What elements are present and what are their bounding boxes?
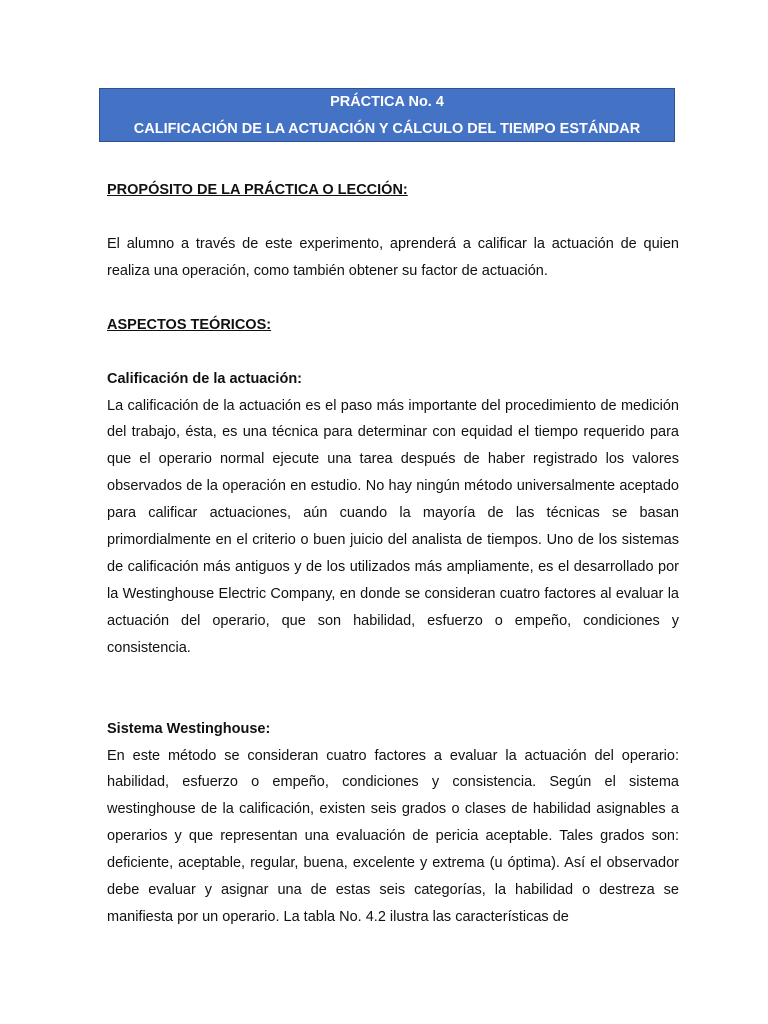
practice-number: PRÁCTICA No. 4 <box>330 94 444 110</box>
westinghouse-paragraph: En este método se consideran cuatro factores a evaluar la actuación del operario: habilidad, esfuerzo o empeño, condiciones y consistencia. Según el sistema westinghouse de la calificación, existen seis grados o clases de habilidad asignables a operarios y que representan una evaluación de pericia aceptable. Tales grados son: deficiente, aceptable, regular, buena, excelente y extrema (u óptima). Así el observador debe evaluar y asignar una de estas seis categorías, la habilidad o destreza se manifiesta por un operario. La tabla No. 4.2 ilustra las características de <box>107 747 679 925</box>
practice-title: CALIFICACIÓN DE LA ACTUACIÓN Y CÁLCULO DEL TIEMPO ESTÁNDAR <box>133 121 641 137</box>
theory-heading: ASPECTOS TEÓRICOS: <box>107 316 272 333</box>
practice-title-box <box>99 88 675 142</box>
purpose-heading: PROPÓSITO DE LA PRÁCTICA O LECCIÓN: <box>107 182 408 198</box>
purpose-paragraph: El alumno a través de este experimento, aprenderá a calificar la actuación de quien realiza una operación, como también obtener su factor de actuación. <box>107 235 679 279</box>
rating-paragraph: La calificación de la actuación es el paso más importante del procedimiento de medición del trabajo, ésta, es una técnica para determinar con equidad el tiempo requerido para que el operario normal ejecute una tarea después de haber registrado los valores observados de la operación en estudio. No hay ningún método universalmente aceptado para calificar actuaciones, aún cuando la mayoría de las técnicas se basan primordialmente en el criterio o buen juicio del analista de tiempos. Uno de los sistemas de calificación más antiguos y de los utilizados más ampliamente, es el desarrollado por la Westinghouse Electric Company, en donde se consideran cuatro factores al evaluar la actuación del operario, que son habilidad, esfuerzo o empeño, condiciones y consistencia. <box>107 397 679 656</box>
westinghouse-subheading: Sistema Westinghouse: <box>107 720 271 737</box>
document-body <box>107 177 679 931</box>
rating-subheading: Calificación de la actuación: <box>107 370 302 387</box>
